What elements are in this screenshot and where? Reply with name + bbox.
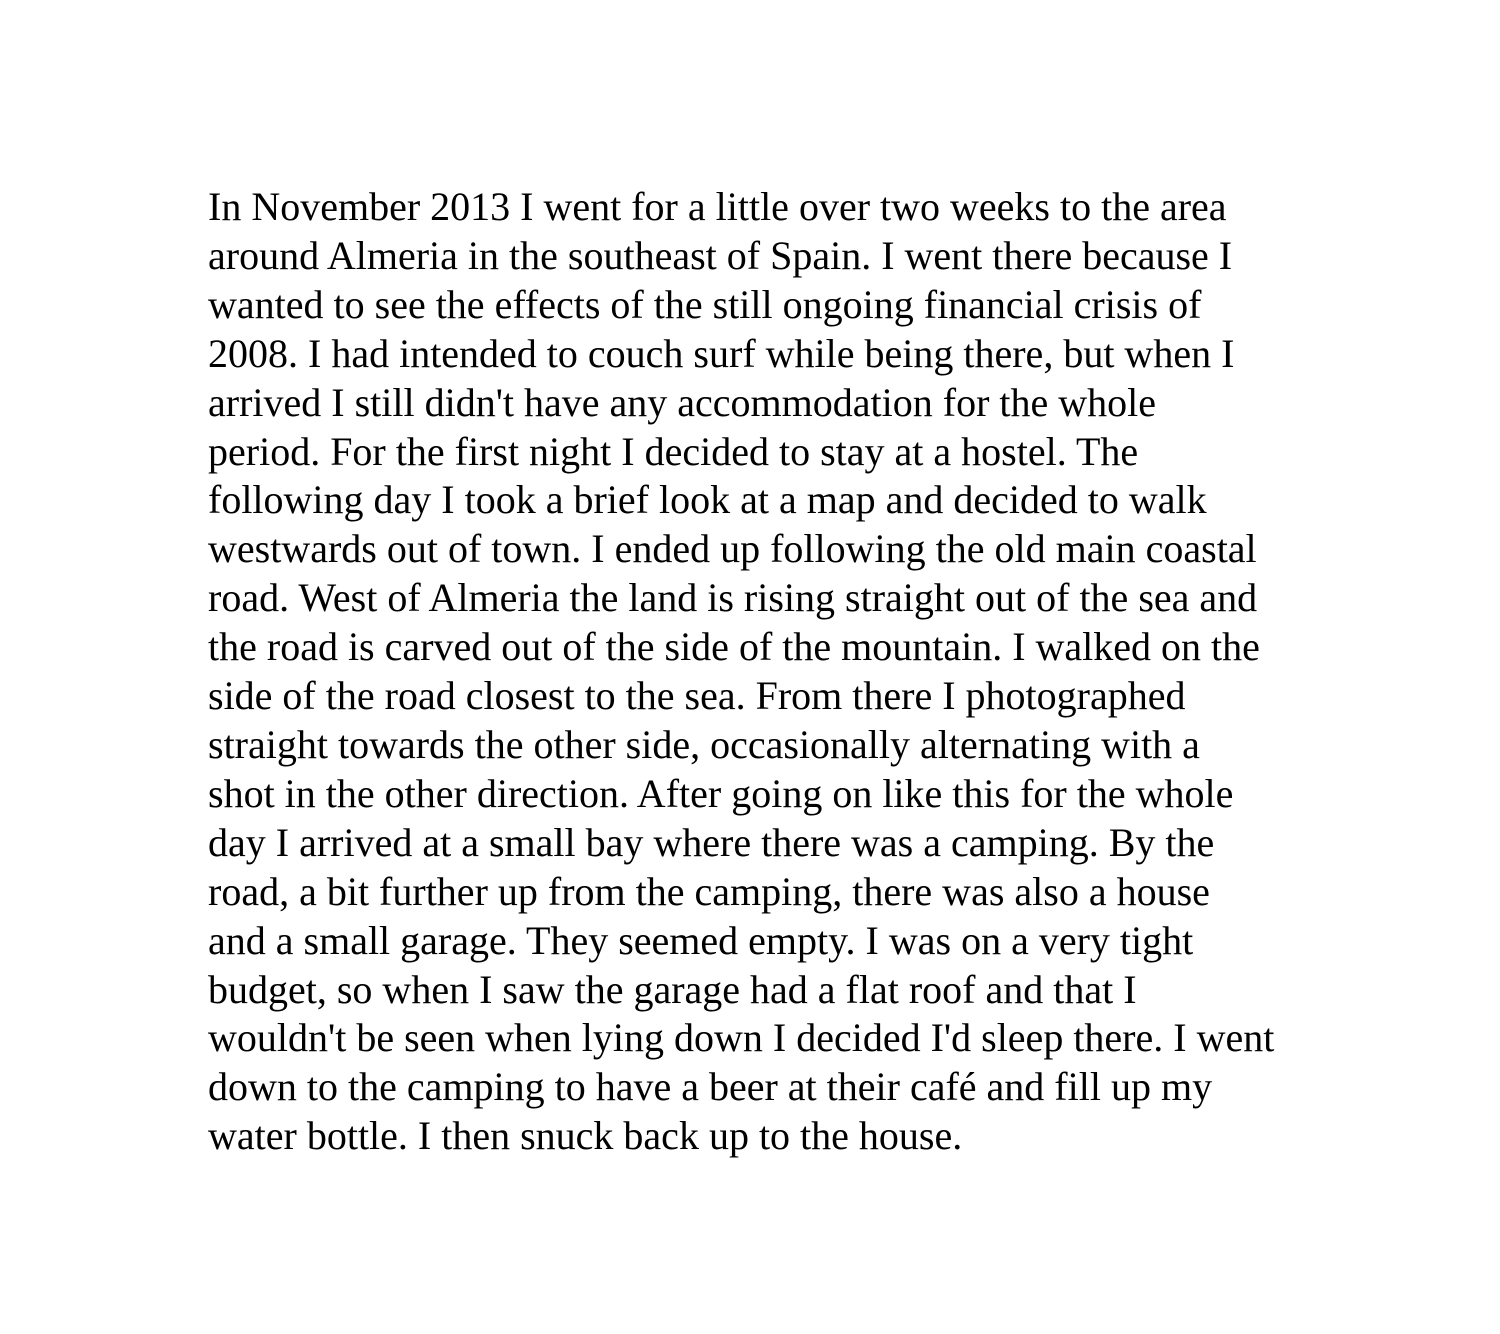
paragraph-line: road. West of Almeria the land is rising straight out of the sea and (208, 575, 1258, 621)
paragraph-line: period. For the first night I decided to stay at a hostel. The (208, 428, 1139, 474)
paragraph-line: wanted to see the effects of the still ongoing financial crisis of (208, 281, 1202, 327)
paragraph-line: down to the camping to have a beer at their café and fill up my (208, 1064, 1213, 1110)
paragraph-line: wouldn't be seen when lying down I decided I'd sleep there. I went (208, 1015, 1275, 1061)
paragraph-line: westwards out of town. I ended up following the old main coastal (208, 526, 1257, 572)
paragraph-line: around Almeria in the southeast of Spain. I went there because I (208, 232, 1233, 278)
paragraph-line: shot in the other direction. After going on like this for the whole (208, 770, 1234, 816)
paragraph-line: and a small garage. They seemed empty. I was on a very tight (208, 917, 1194, 963)
paragraph-line: arrived I still didn't have any accommodation for the whole (208, 379, 1157, 425)
paragraph-line: budget, so when I saw the garage had a flat roof and that I (208, 966, 1137, 1012)
body-paragraph (208, 183, 1408, 1161)
paragraph-line: road, a bit further up from the camping, there was also a house (208, 868, 1210, 914)
paragraph-line: straight towards the other side, occasionally alternating with a (208, 721, 1200, 767)
paragraph-line: day I arrived at a small bay where there was a camping. By the (208, 819, 1215, 865)
paragraph-line: water bottle. I then snuck back up to the house. (208, 1113, 963, 1159)
paragraph-line: following day I took a brief look at a map and decided to walk (208, 477, 1207, 523)
paragraph-line: side of the road closest to the sea. From there I photographed (208, 673, 1186, 719)
paragraph-line: In November 2013 I went for a little over two weeks to the area (208, 184, 1227, 229)
paragraph-line: 2008. I had intended to couch surf while being there, but when I (208, 330, 1235, 376)
paragraph-line: the road is carved out of the side of the mountain. I walked on the (208, 624, 1260, 670)
